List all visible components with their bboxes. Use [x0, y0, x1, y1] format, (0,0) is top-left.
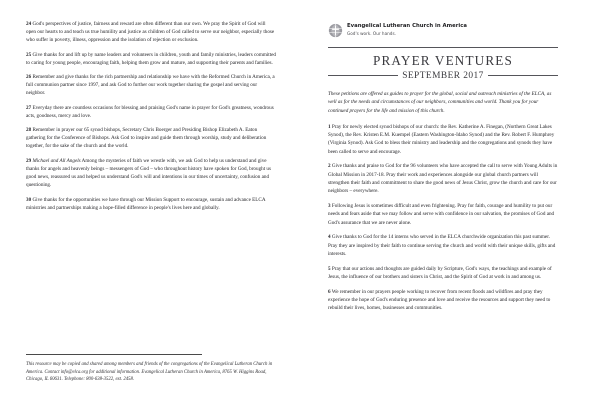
prayer-item-text: Among the mysteries of faith we wrestle with, we ask God to help us understand and give thanks for angels and heavenly beings – messengers of God – who throughout history have spoken for God, brought us good news, reassured us and helped us understand God's will and intentions in our times of uncertainty, confusion and questioning.	[26, 157, 271, 189]
prayer-item-number: 1	[328, 123, 331, 130]
prayer-item	[26, 126, 276, 150]
title-block	[328, 54, 558, 81]
prayer-item	[328, 202, 558, 227]
prayer-item-number: 5	[328, 265, 331, 272]
organization-name: Evangelical Lutheran Church in America	[347, 23, 467, 29]
prayer-item-number: 27	[26, 104, 32, 111]
prayer-item-number: 4	[328, 234, 331, 241]
elca-globe-cross-icon	[328, 23, 343, 38]
prayer-item-text: Following Jesus is sometimes difficult and even frightening. Pray for faith, courage and humility to put our needs and fears aside that we may follow and serve with confidence in our salvation, the promises of God and God's assurance that we are never alone.	[328, 203, 555, 226]
prayer-item-text: Give thanks and praise to God for the 96 volunteers who have accepted the call to serve with Young Adults in Global Mission in 2017-18. Pray their work and experiences alongside our global church partners will strengthen their faith and commitment to share the good news of Jesus Christ, grow the church and care for our neighbors – everywhere.	[328, 163, 558, 195]
page-title: PRAYER VENTURES	[373, 52, 513, 68]
prayer-item	[328, 288, 558, 313]
prayer-item-number: 28	[26, 127, 32, 134]
masthead-divider	[328, 47, 558, 48]
prayer-item-text: Pray that our actions and thoughts are guided daily by Scripture, God's ways, the teachings and example of Jesus, the influence of our brothers and sisters in Christ, and the Spirit of God at work in and among us.	[328, 265, 552, 281]
prayer-item-text: Give thanks for the opportunities we have through our Mission Support to encourage, sustain and advance ELCA ministries and partnerships making a hope-filled difference in people's lives here and globally.	[26, 196, 266, 211]
intro-paragraph: These petitions are offered as guides to prayer for the global, social and outreach ministries of the ELCA, as well as for the needs and circumstances of our neighbors, communities and world. Thank you for your continued prayers for the life and mission of this church.	[328, 90, 552, 114]
prayer-item-text: We remember in our prayers people working to recover from recent floods and wildfires and pray they experience the hope of God's enduring presence and love and receive the resources and support they need to rebuild their lives, homes, businesses and communities.	[328, 288, 551, 312]
prayer-item-number: 6	[328, 288, 331, 295]
organization-tagline: God's work. Our hands.	[347, 30, 396, 36]
prayer-item-number: 30	[26, 196, 32, 203]
prayer-item-text: Everyday there are countless occasions for blessing and praising God's name in prayer for God's greatness, wondrous acts, goodness, mercy and love.	[26, 104, 274, 119]
masthead-text	[347, 22, 467, 36]
prayer-item-text: Pray for newly elected synod bishops of our church: the Rev. Katherine A. Finegan, (Northern Great Lakes Synod), the Rev. Kristen E.M. Kuempel (Eastern Washington-Idaho Synod) and the Rev. Robert F. Humphrey (Virginia Synod). Ask God to bless their ministry and leadership and the congregations and synods they have been called to serve and encourage.	[328, 123, 555, 155]
prayer-item	[26, 51, 276, 67]
footer-text: This resource may be copied and shared among members and friends of the congregations of the Evangelical Lutheran Church in America. Contact info@elca.org for additional information. Evangelical Lutheran Church in America, 8765 W. Higgins Road, Chicago, IL 60631. Telephone: 800-638-3522, ext. 2458.	[26, 361, 273, 383]
prayer-item	[328, 123, 558, 156]
prayer-item-number: 2	[328, 163, 331, 170]
prayer-item	[26, 104, 276, 120]
prayer-item-number: 26	[26, 74, 32, 81]
prayer-item	[328, 162, 558, 195]
prayer-item-number: 24	[26, 21, 32, 27]
right-page	[300, 0, 600, 400]
prayer-item	[328, 265, 558, 282]
prayer-item	[26, 73, 276, 97]
prayer-item-text: Give thanks for and lift up by name leaders and volunteers in children, youth and family ministries, leaders committed to caring for young people, encouraging faith, helping them grow and mature, and supporting their parents and families.	[26, 51, 276, 66]
prayer-item-text: Remember and give thanks for the rich partnership and relationship we have with the Reformed Church in America, a full communion partner since 1997, and ask God to further our work together sharing the gospel and serving our neighbor.	[26, 74, 275, 97]
prayer-item-emphasis: Michael and All Angels	[32, 157, 81, 164]
prayer-item-text: God's perspectives of justice, fairness and reward are often different than our own. We pray the Spirit of God will open our hearts to and teach us true humility and justice as children of God called to serve our neighbor, especially those who suffer in poverty, illness, oppression and the isolation of rejection or exclusion.	[26, 21, 275, 44]
prayer-item-text: Give thanks to God for the 14 interns who served in the ELCA churchwide organization this past summer. Pray they are inspired by their faith to continue serving the church and world with their unique skills, gifts and interests.	[328, 234, 556, 257]
prayer-item	[26, 196, 276, 212]
prayer-item	[328, 233, 558, 258]
masthead	[328, 22, 558, 38]
prayer-item-text: Remember in prayer our 65 synod bishops, Secretary Chris Boerger and Presiding Bishop Elizabeth A. Eaton gathering for the Conference of Bishops. Ask God to inspire and guide them through worship, study and deliberation together, for the sake of the church and the world.	[26, 127, 267, 150]
subtitle-rule-left	[328, 75, 398, 76]
prayer-item-number: 29	[26, 157, 32, 164]
prayer-item	[26, 157, 276, 190]
footer	[26, 354, 276, 384]
subtitle-rule-right	[488, 75, 558, 76]
prayer-item	[26, 20, 276, 44]
subtitle-row	[328, 71, 558, 81]
prayer-item-number: 3	[328, 203, 331, 210]
prayer-item-number: 25	[26, 51, 32, 58]
page-subtitle: SEPTEMBER 2017	[402, 70, 484, 81]
footer-divider	[26, 354, 202, 355]
